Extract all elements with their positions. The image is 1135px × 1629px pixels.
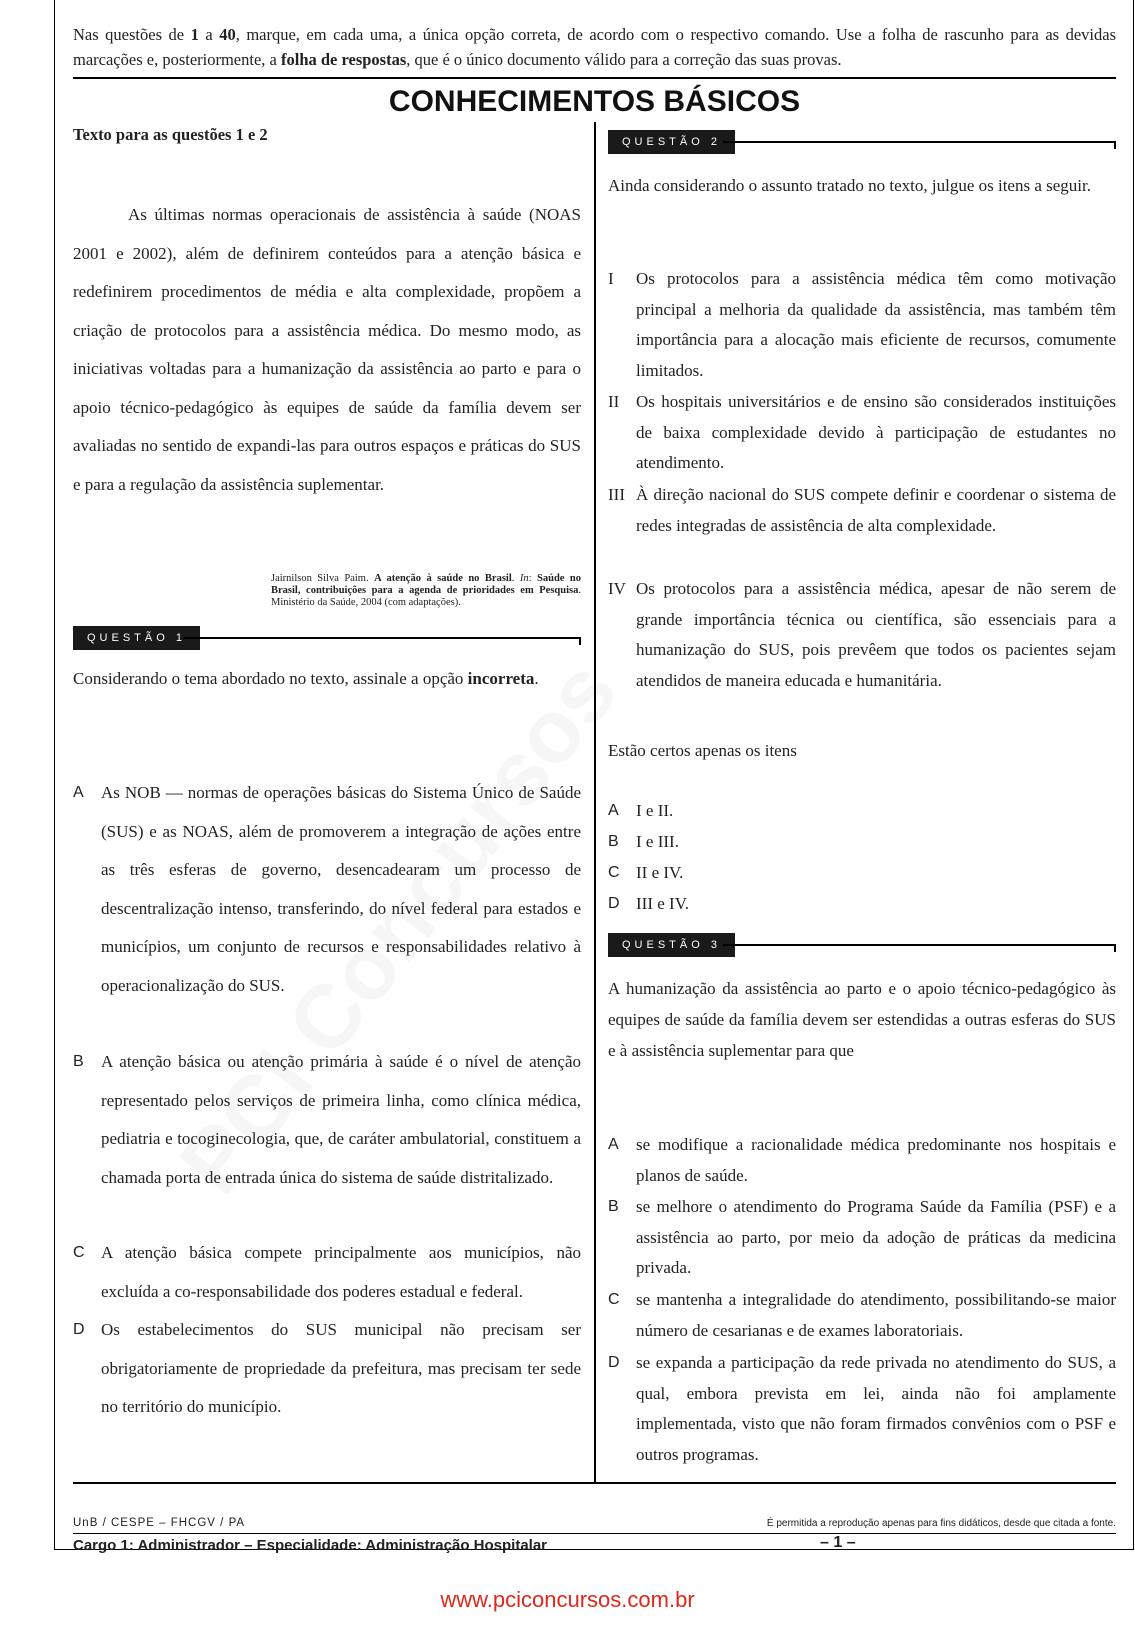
option-letter: C <box>608 1291 620 1308</box>
item-number: II <box>608 392 620 411</box>
item-number: IV <box>608 579 626 598</box>
question-3-option-d[interactable] <box>608 1348 1116 1470</box>
question-3-rule <box>723 944 1116 946</box>
option-letter: B <box>73 1053 84 1070</box>
question-2-item-iv <box>608 574 1116 696</box>
question-3-rule-end <box>1114 944 1116 952</box>
instructions: Nas questões de 1 a 40, marque, em cada uma, a única opção correta, de acordo com o respectivo comando. Use a folha de rascunho para as devidas marcações e, posteriormente, a folha de respostas, que é o único documento válido para a correção das suas provas. <box>73 25 1116 69</box>
question-1-option-d[interactable] <box>73 1311 581 1427</box>
option-letter: D <box>608 1354 620 1371</box>
option-letter: A <box>73 784 84 801</box>
option-text: I e III. <box>636 832 679 851</box>
question-2-item-iii <box>608 480 1116 541</box>
option-text: Os estabelecimentos do SUS municipal não precisam ser obrigatoriamente de propriedade da prefeitura, mas precisam ter sede no território do município. <box>101 1320 581 1416</box>
question-3-option-c[interactable] <box>608 1285 1116 1346</box>
question-2-item-ii <box>608 387 1116 479</box>
footer-divider <box>73 1533 1116 1534</box>
question-2-option-d[interactable] <box>608 889 1116 919</box>
question-2-option-c[interactable] <box>608 858 1116 888</box>
option-text: As NOB — normas de operações básicas do Sistema Único de Saúde (SUS) e as NOAS, além de promoverem a integração de ações entre as três esferas de governo, desencadearam um processo de descentralização intenso, transferindo, do nível federal para estados e municípios, um conjunto de recursos e responsabilidades relativo à operacionalização do SUS. <box>101 783 581 995</box>
option-text: se mantenha a integralidade do atendimento, possibilitando-se maior número de cesarianas e de exames laboratoriais. <box>636 1290 1116 1340</box>
content-bottom-rule <box>73 1482 1116 1484</box>
option-text: A atenção básica compete principalmente aos municípios, não excluída a co-responsabilidade dos poderes estadual e federal. <box>101 1243 581 1301</box>
question-1-rule-end <box>579 637 581 645</box>
option-letter: B <box>608 1198 619 1215</box>
text-title: Texto para as questões 1 e 2 <box>73 125 268 144</box>
question-1-option-b[interactable] <box>73 1043 581 1197</box>
option-text: se melhore o atendimento do Programa Saúde da Família (PSF) e a assistência ao parto, por meio da adoção de práticas da medicina privada. <box>636 1197 1116 1277</box>
item-text: À direção nacional do SUS compete definir e coordenar o sistema de redes integradas de assistência de alta complexidade. <box>636 485 1116 535</box>
option-letter: D <box>73 1321 85 1338</box>
question-2-rule-end <box>1114 141 1116 149</box>
item-text: Os hospitais universitários e de ensino são considerados instituições de baixa complexidade devido à participação de estudantes no atendimento. <box>636 392 1116 472</box>
question-3-header <box>608 933 1116 957</box>
question-1-rule <box>183 637 581 639</box>
footer-notice: É permitida a reprodução apenas para fins didáticos, desde que citada a fonte. <box>766 1518 1116 1529</box>
page-number: – 1 – <box>820 1534 856 1551</box>
question-1-option-a[interactable] <box>73 774 581 1005</box>
option-letter: B <box>608 833 619 850</box>
question-1-header <box>73 626 581 650</box>
question-3-option-a[interactable] <box>608 1130 1116 1191</box>
item-number: I <box>608 269 614 288</box>
item-number: III <box>608 485 625 504</box>
question-2-rule <box>723 141 1116 143</box>
option-letter: A <box>608 1136 619 1153</box>
option-text: se modifique a racionalidade médica predominante nos hospitais e planos de saúde. <box>636 1135 1116 1185</box>
intro-divider <box>73 77 1116 79</box>
text-citation: Jairnilson Silva Paim. A atenção à saúde no Brasil. In: Saúde no Brasil, contribuições para a agenda de prioridades em Pesquisa. Ministério da Saúde, 2004 (com adaptações). <box>271 573 582 608</box>
question-3-stem: A humanização da assistência ao parto e o apoio técnico-pedagógico às equipes de saúde da família devem ser estendidas a outras esferas do SUS e à assistência suplementar para que <box>608 979 1116 1060</box>
column-divider <box>594 122 596 1484</box>
option-letter: C <box>73 1244 85 1261</box>
question-2-prompt: Estão certos apenas os itens <box>608 741 797 760</box>
question-2-option-a[interactable] <box>608 796 1116 826</box>
item-text: Os protocolos para a assistência médica têm como motivação principal a melhoria da qualidade da assistência, mas também têm importância para a alocação mais eficiente de recursos, comumente limitados. <box>636 269 1116 380</box>
site-link[interactable]: www.pciconcursos.com.br <box>440 1587 695 1612</box>
option-letter: D <box>608 895 620 912</box>
option-letter: C <box>608 864 620 881</box>
question-2-option-b[interactable] <box>608 827 1116 857</box>
question-1-stem: Considerando o tema abordado no texto, assinale a opção incorreta. <box>73 669 539 688</box>
question-1-option-c[interactable] <box>73 1234 581 1311</box>
option-text: II e IV. <box>636 863 684 882</box>
question-3-option-b[interactable] <box>608 1192 1116 1284</box>
option-text: A atenção básica ou atenção primária à saúde é o nível de atenção representado pelos serviços de primeira linha, como clínica médica, pediatria e tocoginecologia, que, de caráter ambulatorial, constituem a chamada porta de entrada única do sistema de saúde distritalizado. <box>101 1052 581 1187</box>
item-text: Os protocolos para a assistência médica, apesar de não serem de grande importância técnica ou científica, são essenciais para a humanização do SUS, pois prevêem que todos os pacientes sejam atendidos de maneira educada e humanitária. <box>636 579 1116 690</box>
option-text: III e IV. <box>636 894 690 913</box>
text-body: As últimas normas operacionais de assistência à saúde (NOAS 2001 e 2002), além de definirem conteúdos para a atenção básica e redefinirem procedimentos de média e alta complexidade, propõem a criação de protocolos para a assistência médica. Do mesmo modo, as iniciativas voltadas para a humanização da assistência ao parto e para o apoio técnico-pedagógico às equipes de saúde da família devem ser avaliadas no sentido de expandi-las para outros espaços e práticas do SUS e para a regulação da assistência suplementar. <box>73 205 581 494</box>
question-3-label: QUESTÃO 3 <box>608 933 735 957</box>
question-2-header <box>608 130 1116 154</box>
question-2-stem: Ainda considerando o assunto tratado no texto, julgue os itens a seguir. <box>608 176 1091 195</box>
option-letter: A <box>608 802 619 819</box>
option-text: I e II. <box>636 801 674 820</box>
question-2-item-i <box>608 264 1116 386</box>
question-2-label: QUESTÃO 2 <box>608 130 735 154</box>
question-1-label: QUESTÃO 1 <box>73 626 200 650</box>
footer-institution: UnB / CESPE – FHCGV / PA <box>73 1517 246 1529</box>
footer-cargo: Cargo 1: Administrador – Especialidade: Administração Hospitalar <box>73 1537 548 1554</box>
section-title: CONHECIMENTOS BÁSICOS <box>388 85 801 118</box>
option-text: se expanda a participação da rede privada no atendimento do SUS, a qual, embora prevista em lei, ainda não foi amplamente implementada, visto que não foram firmados convênios com o PSF e outros programas. <box>636 1353 1116 1464</box>
